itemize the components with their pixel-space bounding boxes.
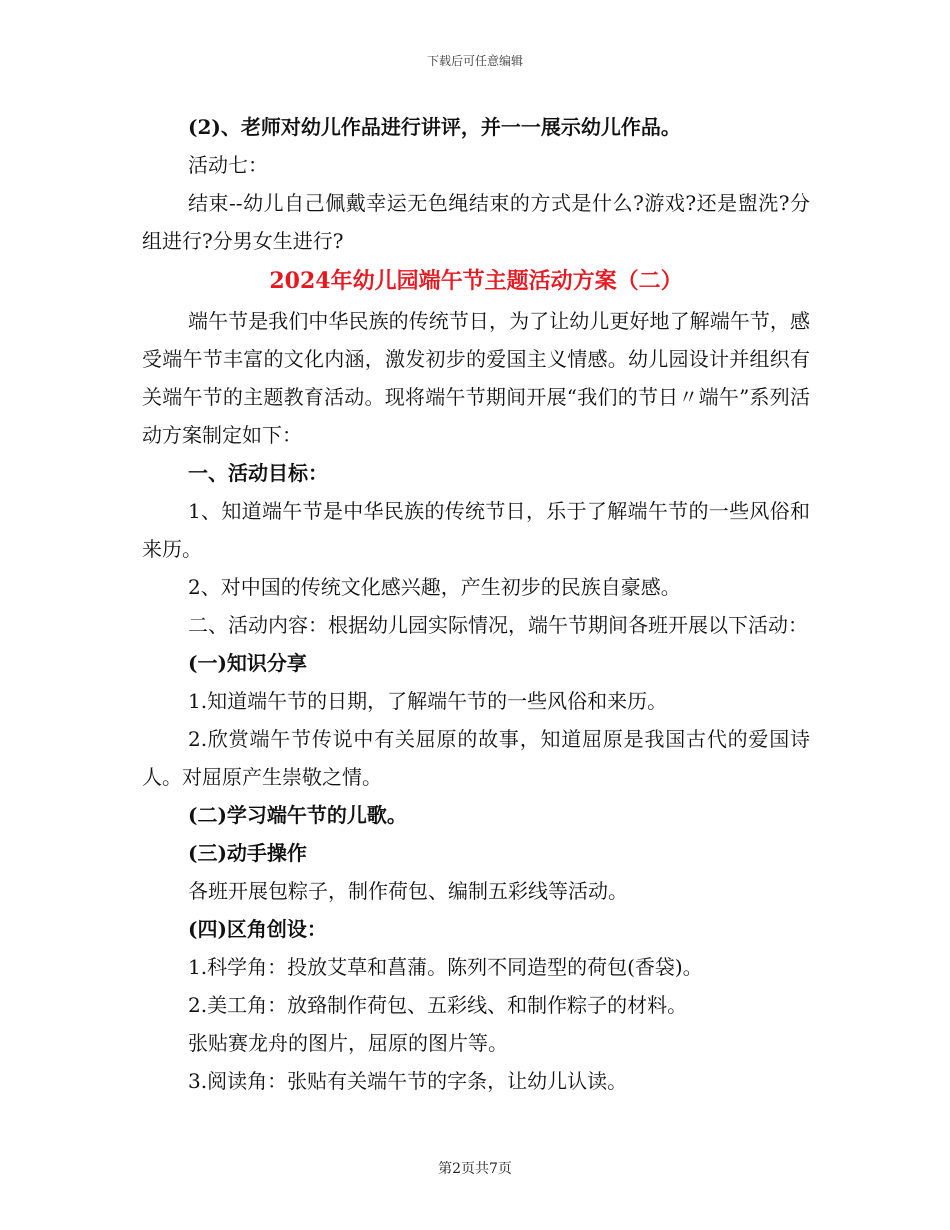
page-header: 下载后可任意编辑 <box>426 54 523 68</box>
paragraph-art-corner: 2.美工角：放臵制作荷包、五彩线、和制作粽子的材料。 <box>188 993 688 1017</box>
heading-goals: 一、活动目标： <box>188 461 328 485</box>
paragraph-reading-corner: 3.阅读角：张贴有关端午节的字条，让幼儿认读。 <box>188 1069 628 1093</box>
paragraph-goal-2: 2、对中国的传统文化感兴趣，产生初步的民族自豪感。 <box>188 575 681 599</box>
paragraph-knowledge-1: 1.知道端午节的日期，了解端午节的一些风俗和来历。 <box>188 689 668 713</box>
paragraph-content: 二、活动内容：根据幼儿园实际情况，端午节期间各班开展以下活动： <box>188 613 808 637</box>
paragraph-handson: 各班开展包粽子，制作荷包、编制五彩线等活动。 <box>188 879 628 903</box>
paragraph-knowledge-2: 2.欣赏端午节传说中有关屈原的故事，知道屈原是我国古代的爱国诗人。对屈原产生崇敬之情。 <box>142 727 810 789</box>
paragraph-teacher-review: (2)、老师对幼儿作品进行讲评，并一一展示幼儿作品。 <box>188 115 681 139</box>
heading-songs: (二)学习端午节的儿歌。 <box>188 803 407 827</box>
heading-handson: (三)动手操作 <box>188 841 307 865</box>
document-body <box>142 108 810 1100</box>
section-title: 2024年幼儿园端午节主题活动方案（二） <box>269 268 683 294</box>
page-footer: 第2页共7页 <box>438 1161 512 1177</box>
paragraph-science-corner: 1.科学角：投放艾草和菖蒲。陈列不同造型的荷包(香袋)。 <box>188 955 703 979</box>
heading-corners: (四)区角创设： <box>188 917 327 941</box>
paragraph-ending: 结束--幼儿自己佩戴幸运无色绳结束的方式是什么?游戏?还是盥洗?分组进行?分男女生进行? <box>142 191 810 253</box>
paragraph-pictures: 张贴赛龙舟的图片，屈原的图片等。 <box>188 1031 508 1055</box>
heading-knowledge: (一)知识分享 <box>188 651 307 675</box>
paragraph-goal-1: 1、知道端午节是中华民族的传统节日，乐于了解端午节的一些风俗和来历。 <box>142 499 810 561</box>
paragraph-intro: 端午节是我们中华民族的传统节日，为了让幼儿更好地了解端午节，感受端午节丰富的文化内涵，激发初步的爱国主义情感。幼儿园设计并组织有关端午节的主题教育活动。现将端午节期间开展“我们的节日〃端午”系列活动方案制定如下： <box>142 309 810 447</box>
paragraph-activity-seven: 活动七： <box>188 153 268 177</box>
